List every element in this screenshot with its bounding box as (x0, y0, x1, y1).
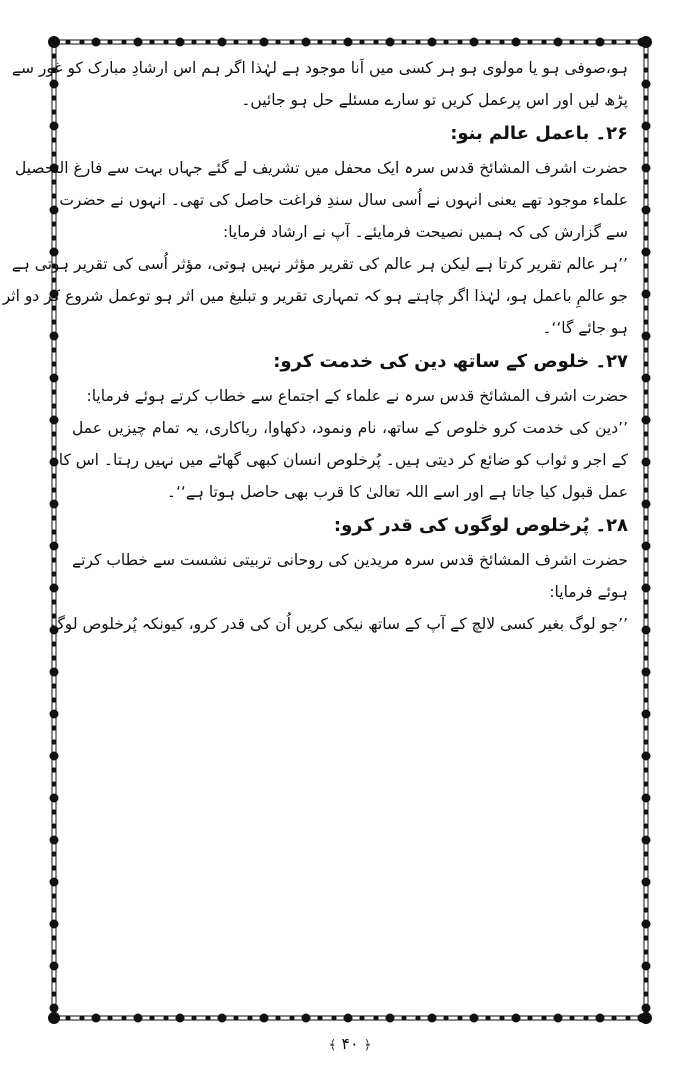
text-line: ہو،صوفی ہو یا مولوی ہو ہر کسی میں اَنا موجود ہے لہٰذا اگر ہم اس ارشادِ مبارک کو غور سے (11, 59, 628, 77)
text-line: جو عالمِ باعمل ہو، لہٰذا اگر چاہتے ہو کہ تمہاری تقریر و تبلیغ میں اثر ہو توعمل شروع کر دو اثر (2, 287, 628, 305)
section-heading: ۲۶۔ باعمل عالم بنو: (450, 123, 628, 144)
page-number-ornament-left: ﴿ (363, 1038, 372, 1053)
text-line: ’’ہر عالم تقریر کرتا ہے لیکن ہر عالم کی تقریر مؤثر نہیں ہوتی، مؤثر اُسی کی تقریر ہوتی ہے (11, 255, 628, 273)
text-line: حضرت اشرف المشائخ قدس سرہ ایک محفل میں تشریف لے گئے جہاں بہت سے فارغ التحصیل (15, 159, 628, 177)
text-line: ’’جو لوگ بغیر کسی لالچ کے آپ کے ساتھ نیکی کریں اُن کی قدر کرو، کیونکہ پُرخلوص لوگ (50, 615, 628, 633)
text-line: ’’دین کی خدمت کرو خلوص کے ساتھ، نام ونمود، دکھاوا، ریاکاری، یہ تمام چیزیں عمل (72, 419, 628, 437)
page-body (2, 55, 628, 1005)
text-line: حضرت اشرف المشائخ قدس سرہ نے علماء کے اجتماع سے خطاب کرتے ہوئے فرمایا: (86, 387, 628, 405)
section-heading: ۲۷۔ خلوص کے ساتھ دین کی خدمت کرو: (273, 351, 628, 372)
page-number-ornament-right: ﴾ (328, 1038, 337, 1053)
section-heading: ۲۸۔ پُرخلوص لوگوں کی قدر کرو: (333, 515, 628, 536)
text-line: عمل قبول کیا جاتا ہے اور اسے اللہ تعالیٰ کا قرب بھی حاصل ہوتا ہے‘‘۔ (166, 483, 628, 501)
text-line: پڑھ لیں اور اس پرعمل کریں تو سارے مسئلے حل ہو جائیں۔ (241, 91, 628, 109)
text-line: سے گزارش کی کہ ہمیں نصیحت فرمایئے۔ آپ نے ارشاد فرمایا: (222, 223, 628, 241)
text-line: کے اجر و ثواب کو ضائع کر دیتی ہیں۔ پُرخلوص انسان کبھی گھاٹے میں نہیں رہتا۔ اس کا (58, 451, 628, 469)
page-number (300, 1030, 400, 1058)
text-line: حضرت اشرف المشائخ قدس سرہ مریدین کی روحانی تربیتی نشست سے خطاب کرتے (72, 551, 628, 569)
text-line: ہوئے فرمایا: (549, 583, 628, 601)
page-number-value: ۴۰ (341, 1034, 359, 1053)
text-line: ہو جائے گا‘‘۔ (542, 319, 628, 337)
text-line: علماء موجود تھے یعنی انہوں نے اُسی سال سندِ فراغت حاصل کی تھی۔ انہوں نے حضرت (59, 191, 628, 209)
